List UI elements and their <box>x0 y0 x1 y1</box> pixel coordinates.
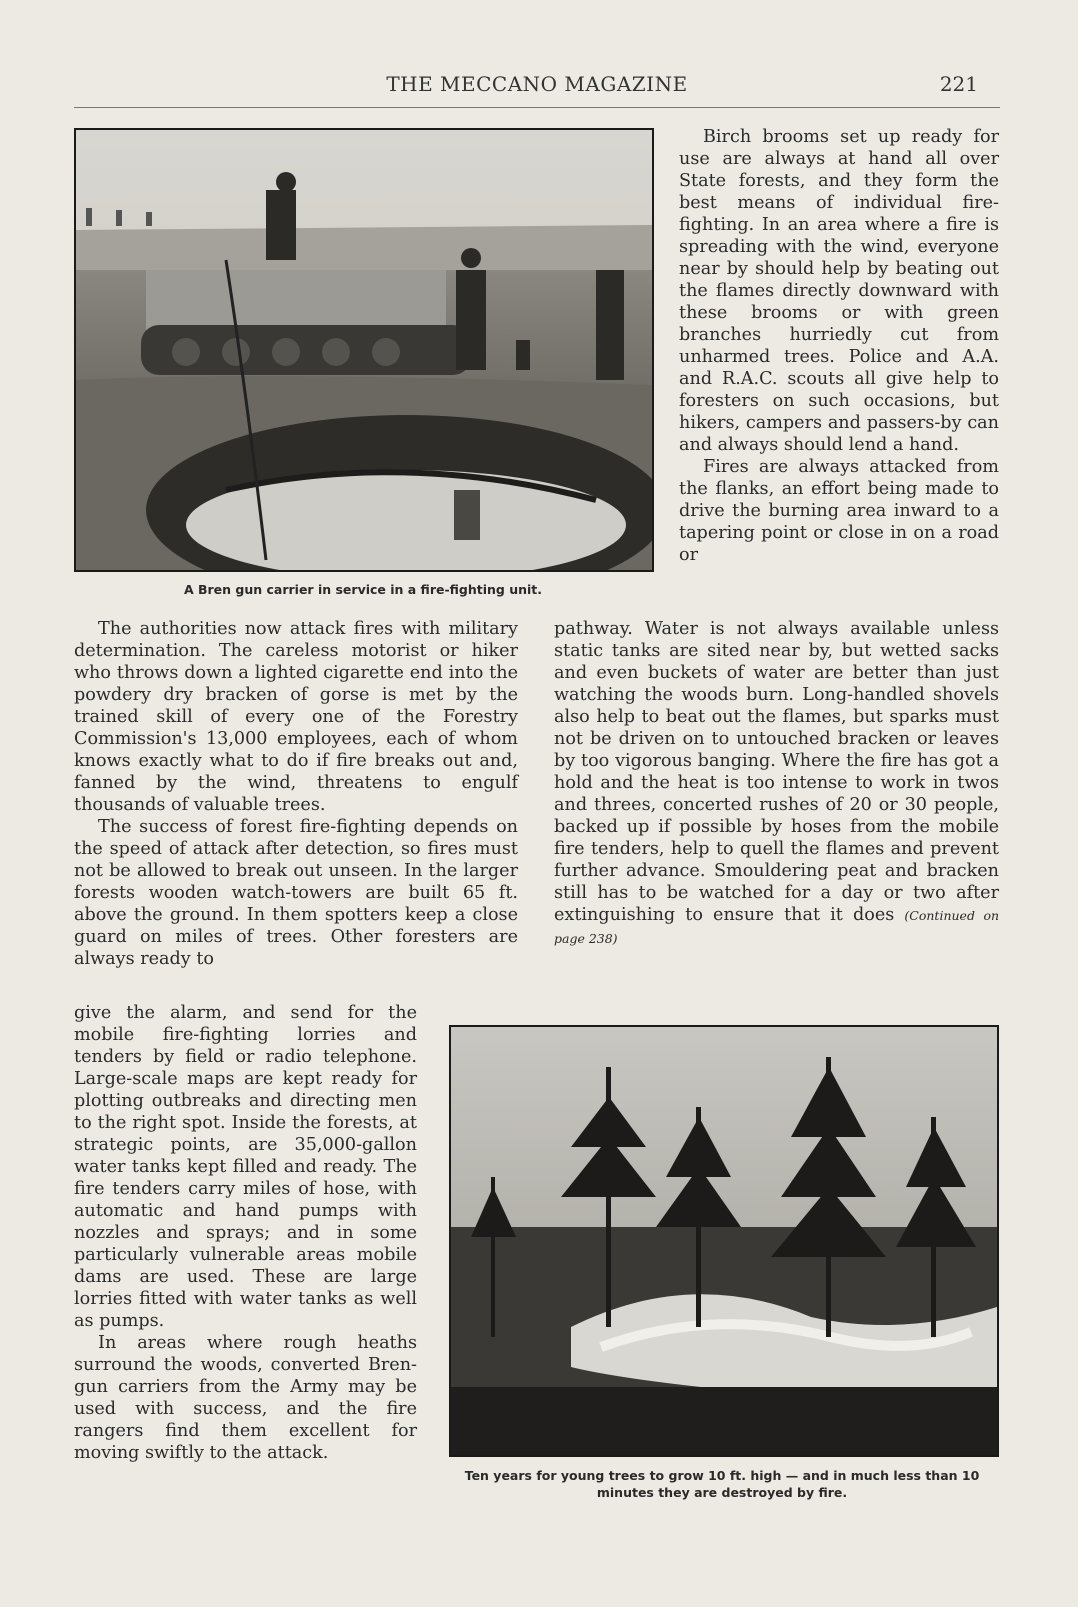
header-rule <box>74 107 1000 108</box>
article-column-left-narrow <box>74 1002 417 1464</box>
paragraph-alarm: give the alarm, and send for the mobile fire-fighting lorries and tenders by field or radio telephone. Large-scale maps are kept ready for plotting outbreaks and directing men to the right spot. Inside the forests, at strategic points, are 35,000-gallon water tanks kept filled and ready. The fire tenders carry miles of hose, with automatic and hand pumps with nozzles and sprays; and in some particularly vulnerable areas mobile dams are used. These are large lorries fitted with water tanks as well as pumps. <box>74 1003 417 1331</box>
page-header <box>74 72 1000 102</box>
bren-carrier-photo <box>74 128 654 572</box>
paragraph-flanks: Fires are always attacked from the flanks, an effort being made to drive the burning area inward to a tapering point or close in on a road or <box>679 457 999 565</box>
continued-note: (Continued on page 238) <box>554 908 1000 946</box>
paragraph-heaths: In areas where rough heaths surround the woods, converted Bren-gun carriers from the Army may be used with success, and the fire rangers find them excellent for moving swiftly to the attack. <box>74 1333 417 1463</box>
paragraph-water-text: pathway. Water is not always available unless static tanks are sited near by, but wetted sacks and even buckets of water are better than just watching the woods burn. Long-handled shovels also help to beat out the flames, but sparks must not be driven on to untouched bracken or leaves by too vigorous banging. Where the fire has got a hold and the heat is too intense to work in twos and threes, concerted rushes of 20 or 30 people, backed up if possible by hoses from the mobile fire tenders, help to quell the flames and prevent further advance. Smouldering peat and bracken still has to be watched for a day or two after extinguishing to ensure that it does <box>554 619 999 925</box>
page-number: 221 <box>939 72 978 96</box>
paragraph-water <box>554 618 999 950</box>
bren-carrier-caption: A Bren gun carrier in service in a fire-fighting unit. <box>183 582 543 597</box>
paragraph-brooms: Birch brooms set up ready for use are always at hand all over State forests, and they form the best means of individual fire-fighting. In an area where a fire is spreading with the wind, everyone near by should help by beating out the flames directly downward with these brooms or with green branches hurriedly cut from unharmed trees. Police and A.A. and R.A.C. scouts all give help to foresters on such occasions, but hikers, campers and passers-by can and always should lend a hand. <box>679 127 999 455</box>
forest-fire-caption: Ten years for young trees to grow 10 ft. high — and in much less than 10 minutes they are destroyed by fire. <box>464 1468 980 1500</box>
paragraph-authorities: The authorities now attack fires with military determination. The careless motorist or hiker who throws down a lighted cigarette end into the powdery dry bracken of gorse is met by the trained skill of every one of the Forestry Commission's 13,000 employees, each of whom knows exactly what to do if fire breaks out and, fanned by the wind, threatens to engulf thousands of valuable trees. <box>74 619 518 815</box>
article-column-right-top <box>679 126 999 566</box>
article-column-left <box>74 618 518 970</box>
paragraph-success: The success of forest fire-fighting depends on the speed of attack after detection, so fires must not be allowed to break out unseen. In the larger forests wooden watch-towers are built 65 ft. above the ground. In them spotters keep a close guard on miles of trees. Other foresters are always ready to <box>74 817 518 969</box>
article-column-middle <box>554 618 999 950</box>
magazine-title: THE MECCANO MAGAZINE <box>386 72 688 96</box>
forest-fire-photo <box>449 1025 999 1457</box>
